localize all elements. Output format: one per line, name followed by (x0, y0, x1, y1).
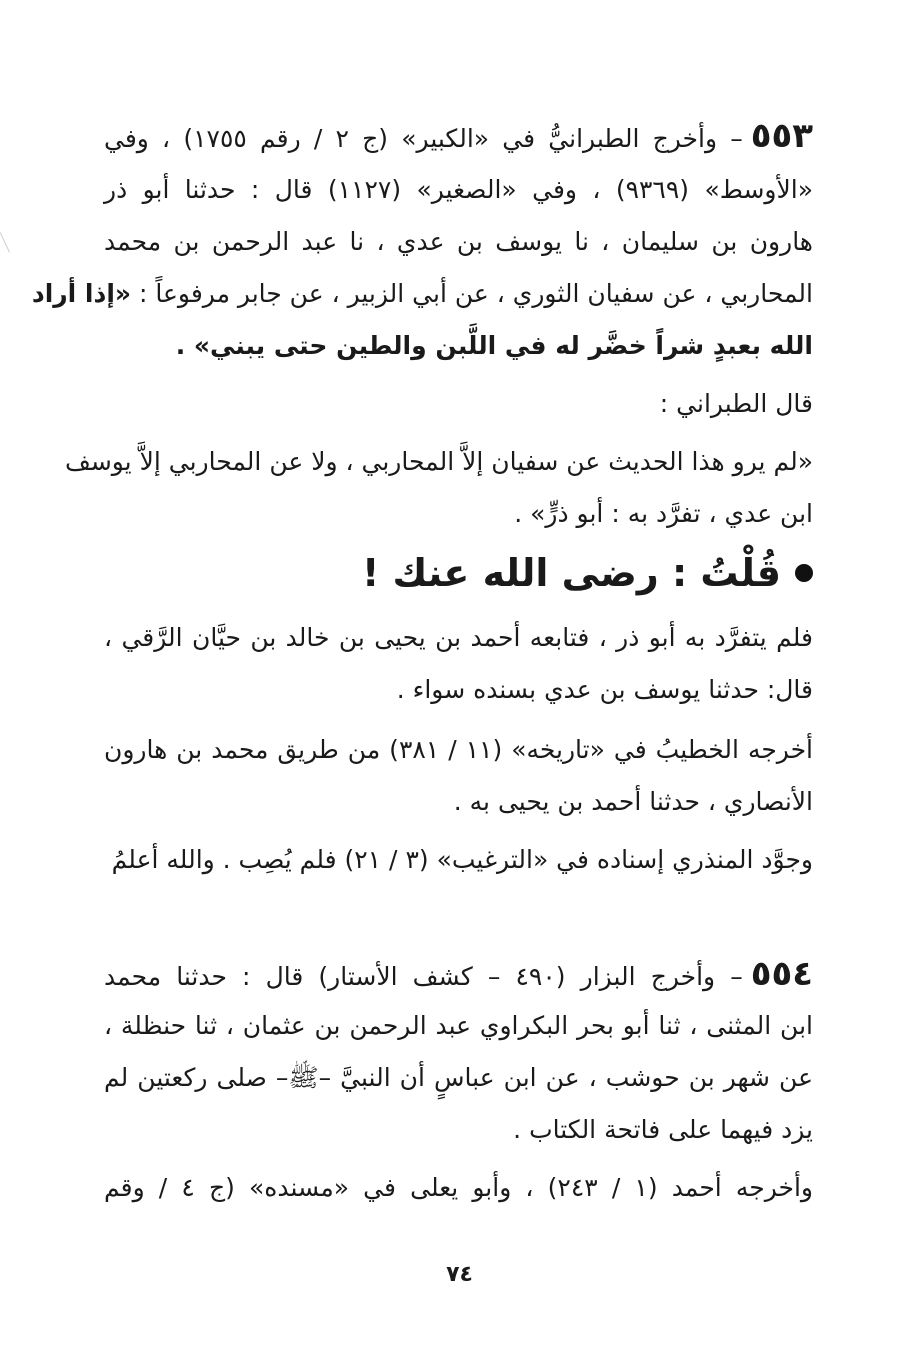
entry-554-line-1 (104, 956, 813, 996)
para-2-line-1: أخرجه الخطيبُ في «تاريخه» (١١ / ٣٨١) من طريق محمد بن هارون (104, 735, 813, 764)
section-heading (362, 548, 813, 598)
tabarani-label: قال الطبراني : (659, 389, 813, 418)
entry-554-line-2: ابن المثنى ، ثنا أبو بحر البكراوي عبد الرحمن بن عثمان ، ثنا حنظلة ، (104, 1011, 813, 1040)
entry-554-line-3: عن شهر بن حوشب ، عن ابن عباسٍ أن النبيَّ –ﷺ– صلى ركعتين لم (104, 1063, 813, 1092)
tabarani-quote-line-2: ابن عدي ، تفرَّد به : أبو ذرٍّ» . (514, 499, 813, 528)
heading-text: قُلْتُ : رضى الله عنك ! (361, 551, 781, 595)
scan-artifact (0, 230, 15, 253)
entry-553-line-3: هارون بن سليمان ، نا يوسف بن عدي ، نا عبد الرحمن بن محمد (104, 227, 813, 256)
entry-553-text-1: – وأخرج الطبرانيُّ في «الكبير» (ج ٢ / رقم ١٧٥٥) ، وفي (104, 124, 743, 153)
entry-553-line-1 (104, 118, 813, 158)
tabarani-quote-line-1: «لم يرو هذا الحديث عن سفيان إلاَّ المحاربي ، ولا عن المحاربي إلاَّ يوسف (64, 447, 813, 476)
entry-554-number: ٥٥٤ (750, 954, 813, 994)
para-1-line-1: فلم يتفرَّد به أبو ذر ، فتابعه أحمد بن يحيى بن خالد بن حيَّان الرَّقي ، (104, 623, 813, 652)
entry-554-text-1: – وأخرج البزار (٤٩٠ – كشف الأستار) قال : حدثنا محمد (104, 962, 743, 991)
hadith-text-end: الله بعبدٍ شراً خضَّر له في اللَّبن والطين حتى يبني» . (175, 331, 813, 360)
page-number: ٧٤ (446, 1262, 473, 1287)
entry-554-continuation: وأخرجه أحمد (١ / ٢٤٣) ، وأبو يعلى في «مسنده» (ج ٤ / وقم (104, 1173, 814, 1202)
entry-553-line-4 (31, 276, 813, 316)
entry-554-line-4: يزد فيهما على فاتحة الكتاب . (513, 1115, 813, 1144)
para-2-line-2: الأنصاري ، حدثنا أحمد بن يحيى به . (453, 787, 813, 816)
bullet-icon (795, 564, 813, 582)
entry-553-line-2: «الأوسط» (٩٣٦٩) ، وفي «الصغير» (١١٢٧) قال : حدثنا أبو ذر (104, 175, 813, 204)
para-1-line-2: قال: حدثنا يوسف بن عدي بسنده سواء . (396, 675, 813, 704)
para-3-line-1: وجوَّد المنذري إسناده في «الترغيب» (٣ / ٢١) فلم يُصِب . والله أعلمُ (111, 845, 813, 874)
entry-553-text-4: المحاربي ، عن سفيان الثوري ، عن أبي الزبير ، عن جابر مرفوعاً : (139, 279, 813, 308)
hadith-text-start: «إذا أراد (31, 279, 132, 308)
entry-553-number: ٥٥٣ (750, 116, 814, 156)
